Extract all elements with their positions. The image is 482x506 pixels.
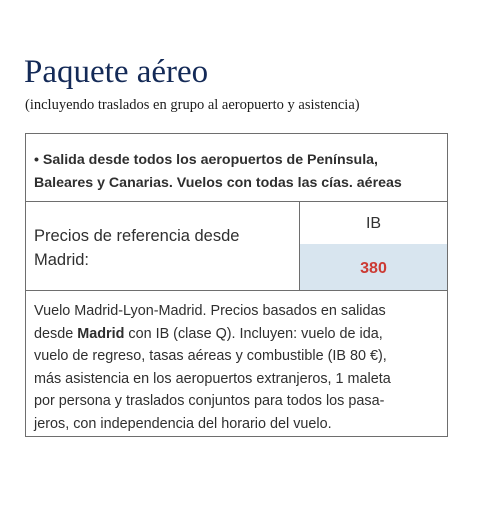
- departure-highlight: [26, 134, 447, 202]
- price-row: [26, 202, 447, 291]
- airline-code: IB: [365, 215, 382, 232]
- highlight-line-2: Baleares y Canarias. Vuelos con todas las cías. aéreas: [34, 174, 402, 191]
- page-subtitle: (incluyendo traslados en grupo al aeropuerto y asistencia): [25, 97, 360, 113]
- price-column: [299, 202, 447, 290]
- package-info-box: [25, 133, 448, 437]
- notes-line: jeros, con independencia del horario del vuelo.: [34, 415, 332, 432]
- notes-line: vuelo de regreso, tasas aéreas y combustible (IB 80 €),: [34, 348, 387, 364]
- page-title: Paquete aéreo: [24, 54, 209, 90]
- package-notes: [34, 300, 444, 435]
- notes-text: desde: [34, 325, 78, 342]
- notes-line: [34, 323, 444, 346]
- price-label-line-2: Madrid:: [34, 251, 90, 269]
- highlight-line-1: [34, 149, 439, 172]
- highlight-text-1: Salida desde todos los aeropuertos de Península,: [42, 152, 378, 168]
- price-label: [34, 224, 294, 272]
- notes-city-bold: Madrid: [77, 325, 125, 342]
- notes-line: por persona y traslados conjuntos para todos los pasa-: [34, 393, 385, 409]
- notes-line: más asistencia en los aeropuertos extranjeros, 1 maleta: [34, 370, 391, 387]
- price-value: 380: [300, 244, 447, 290]
- price-label-line-1: Precios de referencia desde: [34, 227, 240, 245]
- notes-line: Vuelo Madrid-Lyon-Madrid. Precios basados en salidas: [34, 303, 386, 319]
- notes-text: con IB (clase Q). Incluyen: vuelo de ida,: [124, 325, 383, 342]
- bullet-icon: •: [34, 152, 39, 168]
